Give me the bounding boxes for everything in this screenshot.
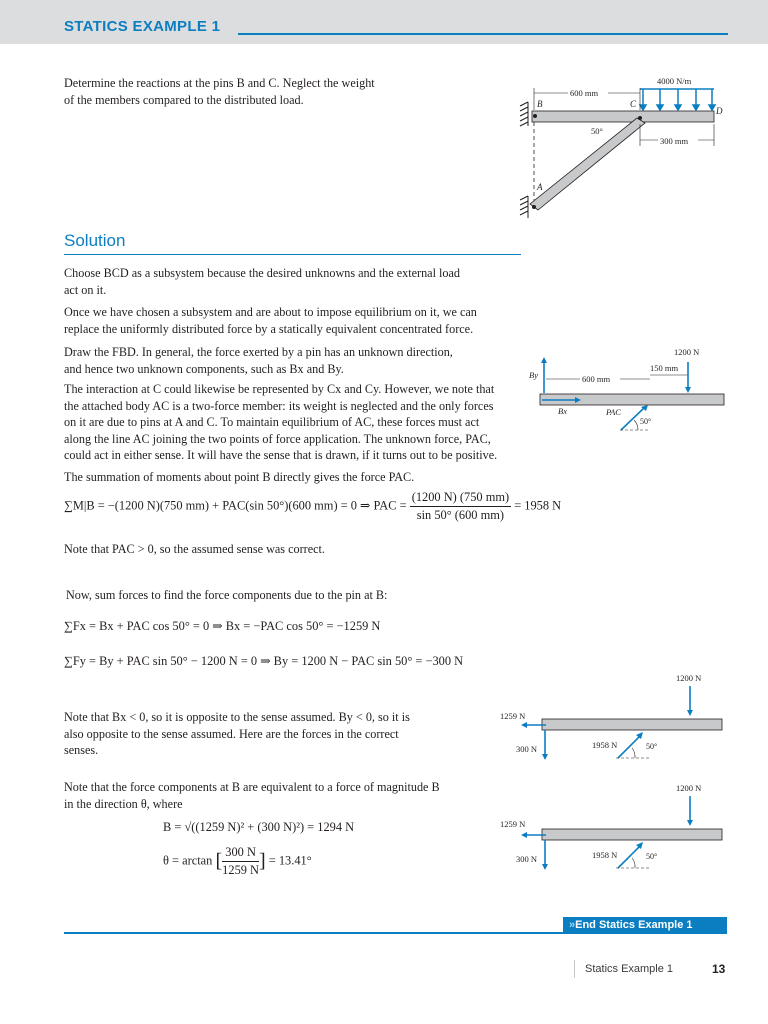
fbd-figure-2 [498,670,728,766]
theta-numerator: 300 N [222,845,259,862]
theta-result: = 13.41° [268,853,312,868]
footer-section-label: Statics Example 1 [585,963,674,975]
fbd3-by-label: 300 N [516,854,538,864]
fbd3-pac-label: 1958 N [592,850,618,860]
fbd1-force-label: 1200 N [674,347,700,357]
pin-a-icon [532,205,536,209]
pin-b-icon [533,114,537,118]
fbd-figure-3 [498,780,728,876]
fbd3-force-arrow-icon [687,820,693,826]
fbd3-bx-arrow-icon [521,832,527,838]
text-line: also opposite to the sense assumed. Here are the forces in the correct [64,726,399,741]
fbd1-bx-label: Bx [558,406,567,416]
text-line: could act in either sense. It will have the sense that is drawn, if it turns out to be positive. [64,448,498,463]
theta-denominator: 1259 N [222,863,259,877]
fbd2-pac-label: 1958 N [592,740,618,750]
equation-theta: θ = arctan [ $\frac{300 N}{1259 N}$ ] = 13.41° [163,845,312,877]
end-example-tag [563,917,727,934]
solution-paragraph-2 [64,304,524,337]
equation-sum-fy: ∑Fy = By + PAC sin 50° − 1200 N = 0 ⇒ By = 1200 N − PAC sin 50° = −300 N [64,654,464,668]
text-line: act on it. [64,282,107,297]
label-d: D [716,106,723,116]
moment-equation [64,490,561,523]
fbd1-dim-150: 150 mm [650,363,679,373]
fbd1-dim-600: 600 mm [582,374,611,384]
load-label: 4000 N/m [657,76,692,86]
fbd3-angle: 50° [646,852,658,861]
fbd1-force-arrow-icon [685,387,691,393]
text-line: Choose BCD as a subsystem because the desired unknowns and the external load [64,266,461,280]
solution-paragraph-3 [64,344,504,377]
beam-bcd [532,111,714,122]
problem-statement [64,75,375,108]
solution-rule [64,254,521,255]
problem-line: of the members compared to the distributed load. [64,92,304,107]
fbd-figure-1 [528,344,728,436]
label-a: A [537,182,543,192]
text-line: and hence two unknown components, such as Bx and By. [64,361,344,376]
fbd2-by-label: 300 N [516,744,538,754]
solution-paragraph-9 [64,779,484,812]
fbd1-by-label: By [529,370,538,380]
moment-fraction-numerator: (1200 N) (750 mm) [410,490,511,507]
solution-paragraph-6: Note that PAC > 0, so the assumed sense was correct. [64,542,325,556]
fbd2-bx-label: 1259 N [500,711,526,721]
problem-figure [512,74,738,220]
problem-line: Determine the reactions at the pins B and C. Neglect the weight [64,76,375,90]
angle-label: 50° [591,126,603,136]
dim-600-label: 600 mm [570,88,599,98]
fbd3-bx-label: 1259 N [500,819,526,829]
text-line: in the direction θ, where [64,796,183,811]
fbd1-by-arrow-icon [541,357,547,363]
header-rule [238,33,728,35]
solution-paragraph-5: The summation of moments about point B directly gives the force PAC. [64,470,415,484]
fbd1-pac-label: PAC [606,407,621,417]
text-line: the attached body AC is a two-force member: its weight is neglected and the only forces [64,398,494,413]
moment-fraction-denominator: sin 50° (600 mm) [416,508,504,522]
text-line: Draw the FBD. In general, the force exerted by a pin has an unknown direction, [64,345,453,359]
text-line: Note that the force components at B are equivalent to a force of magnitude B [64,780,440,794]
member-ac [530,118,645,210]
fbd2-by-arrow-icon [542,754,548,760]
wall-hatch-top-icon [520,102,528,126]
text-line: senses. [64,743,99,758]
theta-fraction [222,845,259,878]
moment-fraction [410,490,511,523]
label-c: C [630,99,637,109]
fbd3-beam [542,829,722,840]
solution-paragraph-7: Now, sum forces to find the force components due to the pin at B: [66,588,388,602]
text-line: along the line AC joining the two points of force application. The unknown force, PAC, [64,431,491,446]
fbd3-force-label: 1200 N [676,783,702,793]
solution-paragraph-4 [64,381,524,464]
distributed-load-arrows [640,89,715,110]
solution-paragraph-8 [64,709,484,759]
fbd2-beam [542,719,722,730]
solution-heading: Solution [64,231,126,250]
page-title: STATICS EXAMPLE 1 [64,18,221,35]
label-b: B [537,99,543,109]
solution-paragraph-1 [64,265,524,298]
double-chevron-icon: » [569,919,576,931]
fbd3-by-arrow-icon [542,864,548,870]
fbd2-angle: 50° [646,742,658,751]
fbd2-bx-arrow-icon [521,722,527,728]
fbd2-force-arrow-icon [687,710,693,716]
dim-300-label: 300 mm [660,136,689,146]
equation-sum-fx: ∑Fx = Bx + PAC cos 50° = 0 ⇒ Bx = −PAC cos 50° = −1259 N [64,619,381,633]
footer-separator [574,960,575,978]
theta-lhs: θ = arctan [163,853,213,868]
text-line: on it are due to pins at A and C. To maintain equilibrium of AC, these forces must act [64,415,480,430]
moment-equation-lhs: ∑M|B = −(1200 N)(750 mm) + PAC(sin 50°)(600 mm) = 0 ⇒ PAC = [64,498,407,513]
end-example-label: End Statics Example 1 [575,919,693,931]
text-line: Once we have chosen a subsystem and are about to impose equilibrium on it, we can [64,305,477,319]
wall-hatch-bottom-icon [520,196,528,218]
moment-equation-result: = 1958 N [514,498,562,513]
fbd1-angle: 50° [640,417,652,426]
pin-c-icon [638,116,642,120]
page-number: 13 [712,962,726,976]
equation-b-magnitude: B = √((1259 N)² + (300 N)²) = 1294 N [163,820,355,834]
text-line: Note that Bx < 0, so it is opposite to the sense assumed. By < 0, so it is [64,710,410,724]
text-line: replace the uniformly distributed force by a statically equivalent concentrated force. [64,321,474,336]
text-line: The interaction at C could likewise be represented by Cx and Cy. However, we note that [64,382,495,396]
fbd2-force-label: 1200 N [676,673,702,683]
